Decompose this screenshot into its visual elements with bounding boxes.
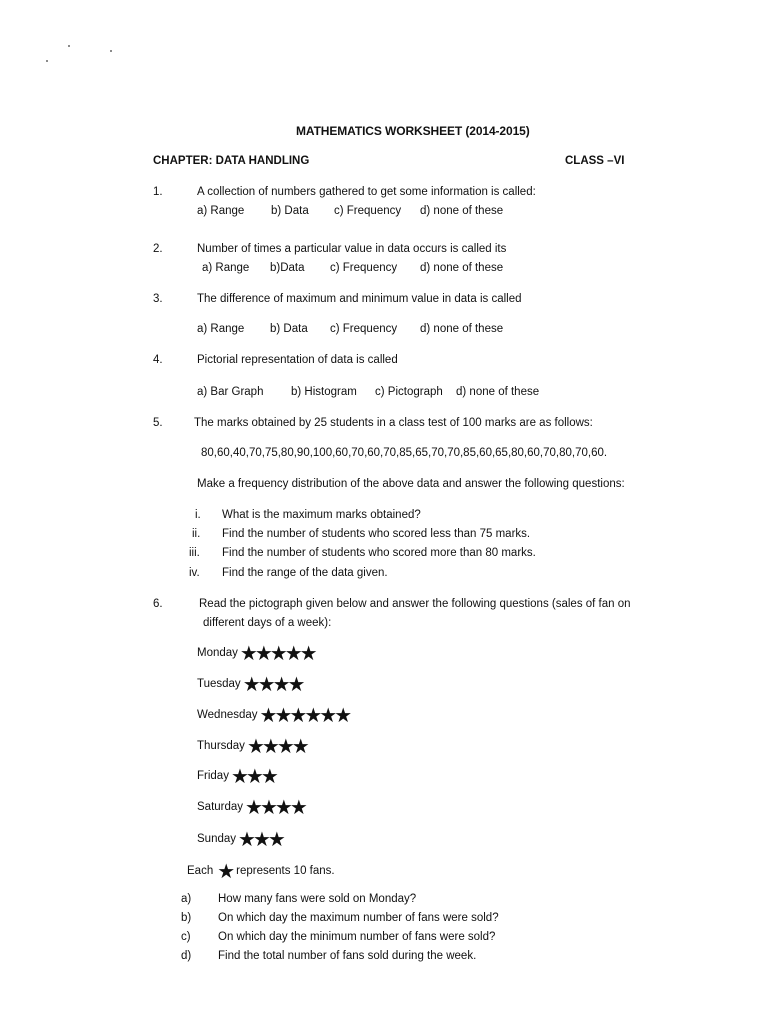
star-icon: ★ — [252, 827, 268, 851]
sub-number: iv. — [189, 567, 200, 579]
star-icon: ★ — [217, 859, 233, 883]
sub-number: iii. — [189, 547, 200, 559]
pictograph-row-saturday — [197, 797, 305, 817]
question-number: 5. — [153, 417, 163, 429]
star-icon: ★ — [260, 764, 276, 788]
day-label: Thursday — [197, 740, 245, 752]
instruction-text: Make a frequency distribution of the above data and answer the following questions: — [197, 478, 625, 490]
sub-number: b) — [181, 912, 192, 924]
star-icon: ★ — [289, 795, 305, 819]
option-a: a) Range — [202, 262, 250, 274]
star-icon: ★ — [239, 641, 255, 665]
pictograph-row-tuesday — [197, 674, 302, 694]
option-d: d) none of these — [420, 323, 504, 335]
pictograph-row-monday — [197, 643, 315, 663]
sub-question: Find the number of students who scored less than 75 marks. — [222, 528, 531, 540]
day-label: Wednesday — [197, 709, 258, 721]
star-icon: ★ — [304, 703, 320, 727]
question-number: 1. — [153, 186, 163, 198]
star-icon: ★ — [287, 672, 303, 696]
star-icon: ★ — [230, 764, 246, 788]
star-icon: ★ — [259, 703, 275, 727]
sub-question: Find the total number of fans sold during the week. — [218, 950, 477, 962]
option-b: b) Histogram — [291, 386, 357, 398]
option-a: a) Bar Graph — [197, 386, 264, 398]
option-b: b) Data — [270, 323, 308, 335]
sub-question: Find the number of students who scored more than 80 marks. — [222, 547, 536, 559]
pictograph-row-friday — [197, 766, 276, 786]
star-icon: ★ — [276, 734, 292, 758]
scan-speck — [68, 45, 70, 47]
question-text: Number of times a particular value in data occurs is called its — [197, 243, 507, 255]
sub-number: c) — [181, 931, 191, 943]
question-text: The marks obtained by 25 students in a class test of 100 marks are as follows: — [194, 417, 593, 429]
option-a: a) Range — [197, 205, 245, 217]
option-b: b) Data — [271, 205, 309, 217]
sub-question: What is the maximum marks obtained? — [222, 509, 421, 521]
sub-number: a) — [181, 893, 192, 905]
chapter-label: CHAPTER: DATA HANDLING — [153, 155, 310, 167]
star-icon: ★ — [289, 703, 305, 727]
day-label: Friday — [197, 770, 229, 782]
star-icon: ★ — [334, 703, 350, 727]
star-icon: ★ — [261, 734, 277, 758]
class-label: CLASS –VI — [565, 155, 625, 167]
star-icon: ★ — [246, 734, 262, 758]
star-icon: ★ — [254, 641, 270, 665]
pictograph-row-wednesday — [197, 705, 349, 725]
option-c: c) Pictograph — [375, 386, 443, 398]
pictograph-row-sunday — [197, 829, 283, 849]
pictograph-row-thursday — [197, 736, 307, 756]
option-a: a) Range — [197, 323, 245, 335]
question-text-line1: Read the pictograph given below and answer the following questions (sales of fan on — [199, 598, 631, 610]
star-icon: ★ — [245, 764, 261, 788]
question-text: Pictorial representation of data is called — [197, 354, 398, 366]
day-label: Monday — [197, 647, 238, 659]
star-icon: ★ — [259, 795, 275, 819]
option-c: c) Frequency — [334, 205, 402, 217]
scan-speck — [110, 50, 112, 52]
key-suffix: represents 10 fans. — [236, 865, 335, 877]
star-icon: ★ — [272, 672, 288, 696]
star-icons — [260, 705, 350, 725]
option-d: d) none of these — [456, 386, 540, 398]
star-icon: ★ — [238, 827, 253, 851]
question-number: 6. — [153, 598, 163, 610]
star-icon: ★ — [291, 734, 307, 758]
sub-question: Find the range of the data given. — [222, 567, 388, 579]
star-icons — [245, 797, 305, 817]
day-label: Sunday — [197, 833, 237, 845]
star-icons — [247, 736, 307, 756]
question-number: 2. — [153, 243, 163, 255]
star-icon: ★ — [274, 795, 290, 819]
key-prefix: Each — [187, 865, 214, 877]
option-c: c) Frequency — [330, 262, 398, 274]
star-icons — [231, 766, 276, 786]
star-icon: ★ — [319, 703, 335, 727]
sub-question: On which day the maximum number of fans were sold? — [218, 912, 499, 924]
star-icon: ★ — [299, 641, 315, 665]
sub-number: d) — [181, 950, 192, 962]
question-number: 3. — [153, 293, 163, 305]
star-icon: ★ — [284, 641, 300, 665]
star-icon: ★ — [269, 641, 285, 665]
question-text: The difference of maximum and minimum value in data is called — [197, 293, 522, 305]
star-icon: ★ — [274, 703, 290, 727]
star-icon: ★ — [257, 672, 273, 696]
day-label: Tuesday — [197, 678, 241, 690]
pictograph-key — [187, 861, 335, 881]
question-number: 4. — [153, 354, 163, 366]
sub-question: On which day the minimum number of fans were sold? — [218, 931, 496, 943]
sub-number: ii. — [192, 528, 201, 540]
marks-data: 80,60,40,70,75,80,90,100,60,70,60,70,85,65,70,70,85,60,65,80,60,70,80,70,60. — [201, 447, 608, 459]
star-icons — [238, 829, 283, 849]
option-d: d) none of these — [420, 262, 504, 274]
star-icon: ★ — [267, 827, 283, 851]
question-text: A collection of numbers gathered to get some information is called: — [197, 186, 536, 198]
sub-question: How many fans were sold on Monday? — [218, 893, 417, 905]
sub-number: i. — [195, 509, 201, 521]
worksheet-title: MATHEMATICS WORKSHEET (2014-2015) — [296, 124, 530, 138]
option-b: b)Data — [270, 262, 305, 274]
option-d: d) none of these — [420, 205, 504, 217]
question-text-line2: different days of a week): — [203, 617, 332, 629]
day-label: Saturday — [197, 801, 244, 813]
option-c: c) Frequency — [330, 323, 398, 335]
star-icon: ★ — [245, 795, 260, 819]
star-icons — [243, 674, 303, 694]
star-icon: ★ — [242, 672, 258, 696]
scan-speck — [46, 60, 48, 62]
star-icons — [240, 643, 315, 663]
